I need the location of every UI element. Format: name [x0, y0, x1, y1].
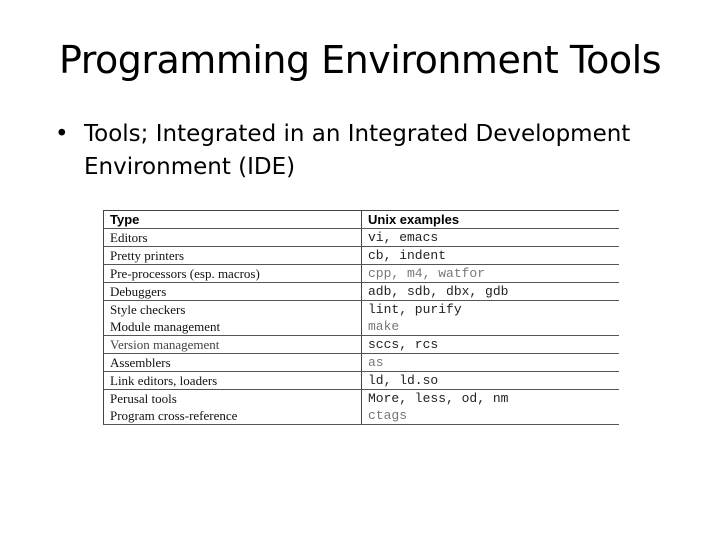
examples-cell: cb, indent — [362, 247, 620, 265]
header-unix-examples: Unix examples — [362, 211, 620, 229]
table-row — [104, 265, 620, 283]
table-row — [104, 407, 620, 425]
table-row — [104, 336, 620, 354]
examples-cell: as — [362, 354, 620, 372]
type-cell: Pre-processors (esp. macros) — [104, 265, 362, 283]
table-row — [104, 283, 620, 301]
type-cell: Link editors, loaders — [104, 372, 362, 390]
examples-cell: ld, ld.so — [362, 372, 620, 390]
type-cell: Program cross-reference — [104, 407, 362, 425]
examples-cell: ctags — [362, 407, 620, 425]
table-row — [104, 229, 620, 247]
table-row — [104, 390, 620, 408]
type-cell: Version management — [104, 336, 362, 354]
examples-cell: sccs, rcs — [362, 336, 620, 354]
type-cell: Assemblers — [104, 354, 362, 372]
type-cell: Debuggers — [104, 283, 362, 301]
table-row — [104, 318, 620, 336]
examples-cell: cpp, m4, watfor — [362, 265, 620, 283]
type-cell: Editors — [104, 229, 362, 247]
table-header-row — [104, 211, 620, 229]
type-cell: Perusal tools — [104, 390, 362, 408]
bullet-item — [55, 118, 655, 184]
header-type: Type — [104, 211, 362, 229]
type-cell: Module management — [104, 318, 362, 336]
table-row — [104, 372, 620, 390]
examples-cell: lint, purify — [368, 302, 462, 317]
examples-cell: adb, sdb, dbx, gdb — [362, 283, 620, 301]
slide-title: Programming Environment Tools — [58, 38, 662, 82]
table-row — [104, 301, 620, 319]
examples-cell: More, less, od, nm — [368, 391, 509, 406]
examples-cell: make — [362, 318, 620, 336]
type-cell: Pretty printers — [104, 247, 362, 265]
type-cell: Style checkers — [104, 301, 362, 319]
table-row — [104, 354, 620, 372]
bullet-text: Tools; Integrated in an Integrated Development Environment (IDE) — [84, 121, 631, 180]
tools-table — [103, 210, 619, 425]
examples-cell: vi, emacs — [362, 229, 620, 247]
bullet-dot: • — [55, 121, 69, 147]
table-row — [104, 247, 620, 265]
